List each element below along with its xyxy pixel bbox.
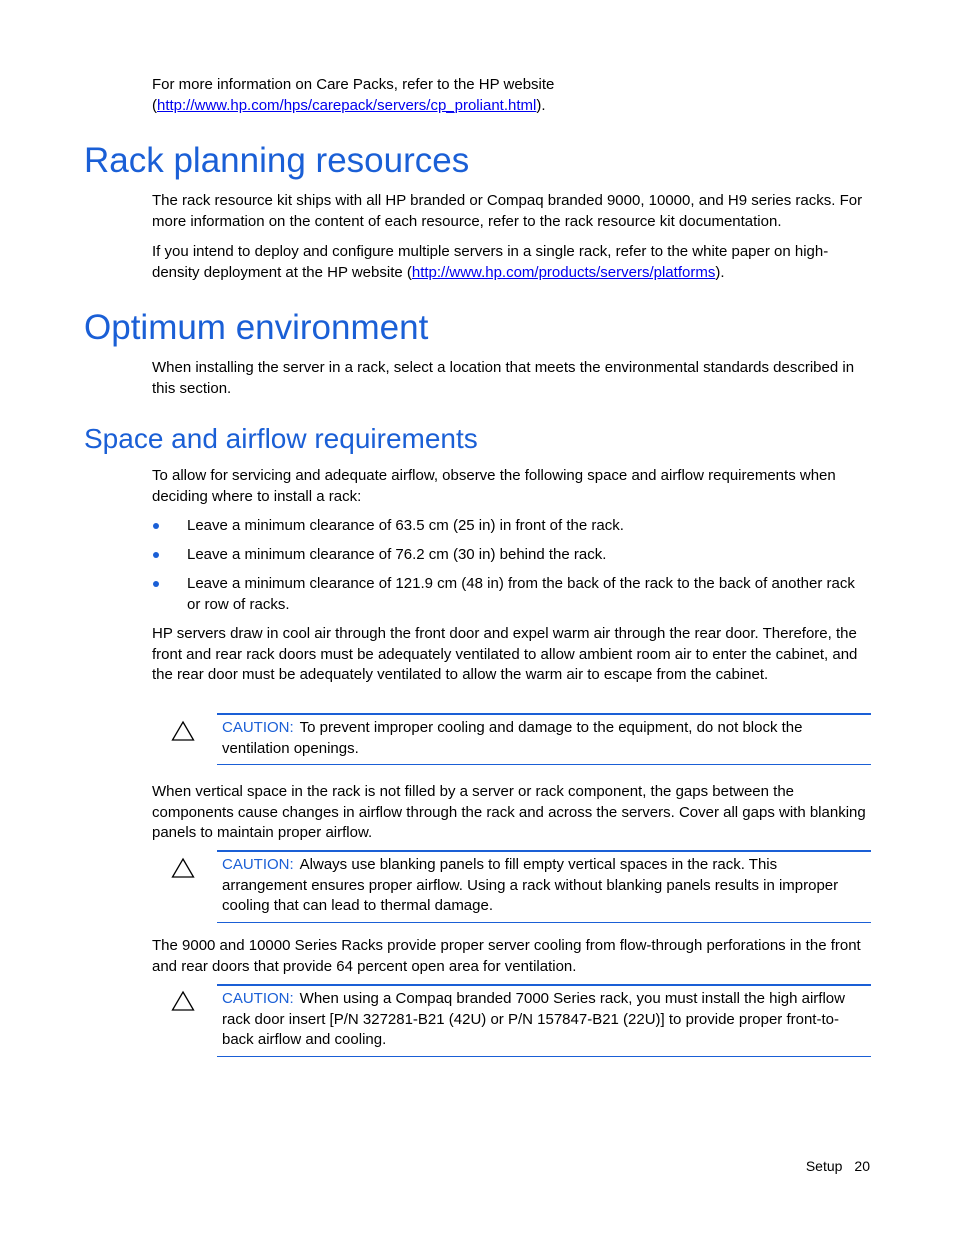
- caution-box: [217, 984, 871, 1057]
- list-item: [152, 545, 872, 566]
- caution-label: CAUTION:: [222, 990, 294, 1007]
- caution-text: Always use blanking panels to fill empty vertical spaces in the rack. This arrangement ensures proper airflow. Using a rack without blanking panels results in improper cooling that can lead to thermal damage.: [222, 856, 839, 914]
- list-item: [152, 574, 872, 615]
- series-paragraph: The 9000 and 10000 Series Racks provide proper server cooling from flow-through perforations in the front and rear doors that provide 64 percent open area for ventilation.: [152, 937, 861, 975]
- intro-text-end: ).: [536, 96, 546, 114]
- caution-triangle-icon: [171, 990, 195, 1012]
- bullet-icon: [153, 523, 159, 529]
- caution-text: When using a Compaq branded 7000 Series rack, you must install the high airflow rack door insert [P/N 327281-B21 (42U) or P/N 157847-B21 (22U)] to provide proper front-to-back airflow and cooling.: [222, 990, 845, 1048]
- carepack-link[interactable]: http://www.hp.com/hps/carepack/servers/cp_proliant.html: [157, 96, 537, 114]
- caution-triangle-icon: [171, 857, 195, 879]
- airflow-intro-paragraph: To allow for servicing and adequate airflow, observe the following space and airflow requirements when deciding where to install a rack:: [152, 467, 836, 505]
- platforms-link[interactable]: http://www.hp.com/products/servers/platforms: [411, 263, 716, 281]
- rack-kit-paragraph: The rack resource kit ships with all HP branded or Compaq branded 9000, 10000, and H9 series racks. For more information on the content of each resource, refer to the rack resource kit documentation.: [152, 192, 863, 230]
- list-item-text: Leave a minimum clearance of 76.2 cm (30 in) behind the rack.: [187, 546, 607, 563]
- clearance-list: [152, 516, 872, 624]
- bullet-icon: [153, 581, 159, 587]
- list-item-text: Leave a minimum clearance of 63.5 cm (25 in) in front of the rack.: [187, 517, 624, 534]
- list-item: [152, 516, 872, 537]
- page-footer: [806, 1158, 870, 1174]
- caution-text: To prevent improper cooling and damage to the equipment, do not block the ventilation openings.: [222, 719, 803, 757]
- caution-triangle-icon: [171, 720, 195, 742]
- caution-box: [217, 850, 871, 923]
- rack-planning-heading: Rack planning resources: [84, 141, 470, 180]
- deployment-text-end: ).: [715, 263, 725, 281]
- deployment-text: If you intend to deploy and configure multiple servers in a single rack, refer to the white paper on high-density deployment at the HP website (: [152, 243, 829, 281]
- optimum-environment-heading: Optimum environment: [84, 308, 429, 347]
- space-airflow-heading: Space and airflow requirements: [84, 423, 478, 454]
- intro-text: For more information on Care Packs, refer to the HP website (: [152, 76, 555, 114]
- footer-section: Setup: [805, 1158, 843, 1174]
- list-item-text: Leave a minimum clearance of 121.9 cm (48 in) from the back of the rack to the back of another rack or row of racks.: [187, 575, 855, 613]
- care-pack-paragraph: [152, 75, 872, 116]
- gaps-paragraph: When vertical space in the rack is not filled by a server or rack component, the gaps between the components cause changes in airflow through the rack and across the servers. Cover all gaps with blanking panels to maintain proper airflow.: [152, 783, 866, 841]
- caution-label: CAUTION:: [222, 719, 294, 736]
- caution-box: [217, 713, 871, 765]
- page-number: 20: [854, 1158, 870, 1174]
- bullet-icon: [153, 552, 159, 558]
- deployment-paragraph: [152, 242, 872, 283]
- doors-paragraph: HP servers draw in cool air through the front door and expel warm air through the rear door. Therefore, the front and rear rack doors must be adequately ventilated to allow ambient room air to enter the cabinet, and the rear door must be adequately ventilated to allow the warm air to escape from the cabinet.: [152, 625, 858, 683]
- caution-label: CAUTION:: [222, 856, 294, 873]
- environment-paragraph: When installing the server in a rack, select a location that meets the environmental standards described in this section.: [152, 359, 855, 397]
